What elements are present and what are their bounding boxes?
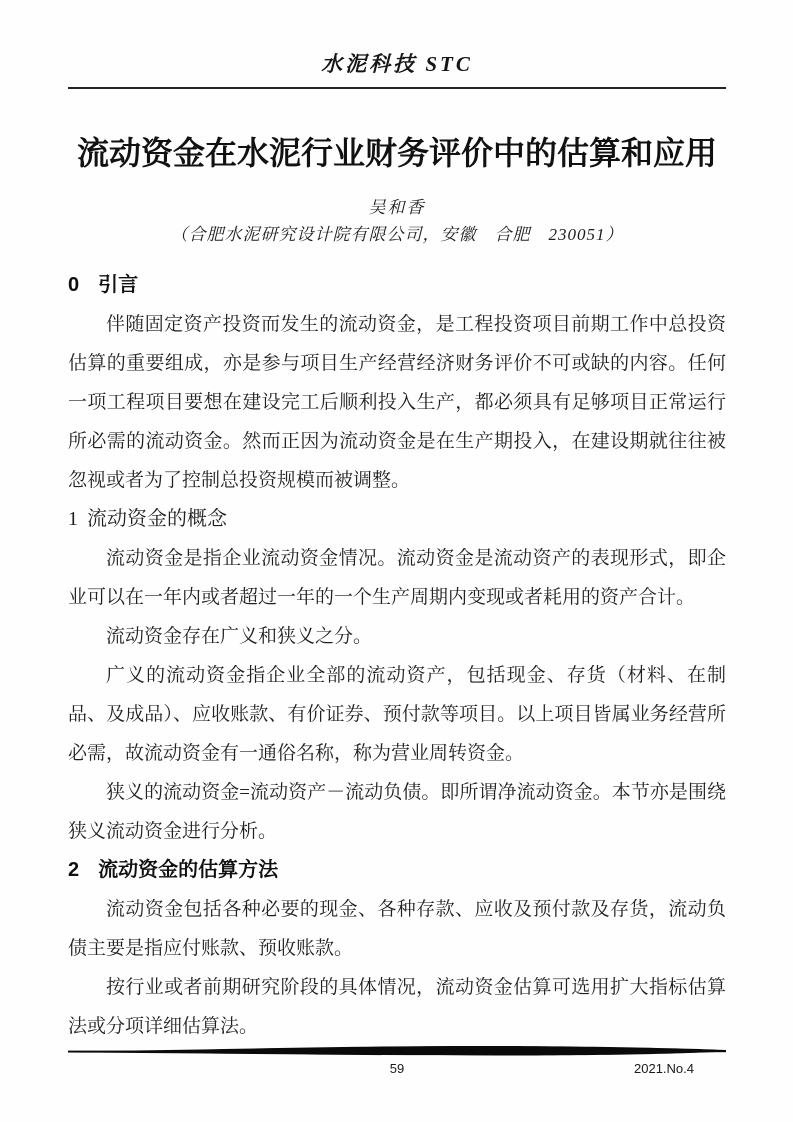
section-title: 流动资金的估算方法	[98, 859, 279, 882]
section-title: 流动资金的概念	[87, 508, 227, 531]
body-paragraph: 广义的流动资金指企业全部的流动资产，包括现金、存货（材料、在制品、及成品）、应收账款、有价证券、预付款等项目。以上项目皆属业务经营所必需，故流动资金有一通俗名称，称为营业周转资金。	[68, 665, 726, 765]
page-number: 59	[389, 1061, 405, 1076]
page-footer	[68, 1045, 726, 1079]
journal-masthead: 水泥科技 STC	[321, 52, 473, 76]
section-number: 0	[68, 274, 80, 297]
section-number: 1	[68, 508, 78, 531]
article-title: 流动资金在水泥行业财务评价中的估算和应用	[76, 135, 717, 171]
issue-number: 2021.No.4	[634, 1061, 694, 1076]
section-heading-0	[68, 266, 726, 305]
body-paragraph: 流动资金包括各种必要的现金、各种存款、应收及预付款及存货，流动负债主要是指应付账款、预收账款。	[68, 899, 726, 960]
section-number: 2	[68, 859, 80, 882]
footer-meta	[68, 1059, 726, 1079]
section-title: 引言	[98, 274, 139, 297]
footer-rule	[68, 1045, 726, 1058]
body-paragraph: 按行业或者前期研究阶段的具体情况，流动资金估算可选用扩大指标估算法或分项详细估算法。	[68, 977, 726, 1038]
body-paragraph: 伴随固定资产投资而发生的流动资金，是工程投资项目前期工作中总投资估算的重要组成，亦是参与项目生产经营经济财务评价不可或缺的内容。任何一项工程项目要想在建设完工后顺利投入生产，都必须具有足够项目正常运行所必需的流动资金。然而正因为流动资金是在生产期投入，在建设期就往往被忽视或者为了控制总投资规模而被调整。	[68, 314, 726, 492]
body-paragraph: 流动资金存在广义和狭义之分。	[106, 626, 373, 648]
header-rule	[68, 87, 726, 89]
author-name: 吴和香	[368, 198, 426, 218]
section-heading-1	[68, 500, 726, 539]
body-paragraph: 流动资金是指企业流动资金情况。流动资金是流动资产的表现形式，即企业可以在一年内或者超过一年的一个生产周期内变现或者耗用的资产合计。	[68, 548, 726, 609]
body-paragraph: 狭义的流动资金=流动资产－流动负债。即所谓净流动资金。本节亦是围绕狭义流动资金进行分析。	[68, 782, 726, 843]
article-body	[68, 266, 726, 1046]
section-heading-2	[68, 851, 726, 890]
author-affiliation: （合肥水泥研究设计院有限公司，安徽 合肥 230051）	[170, 225, 624, 245]
